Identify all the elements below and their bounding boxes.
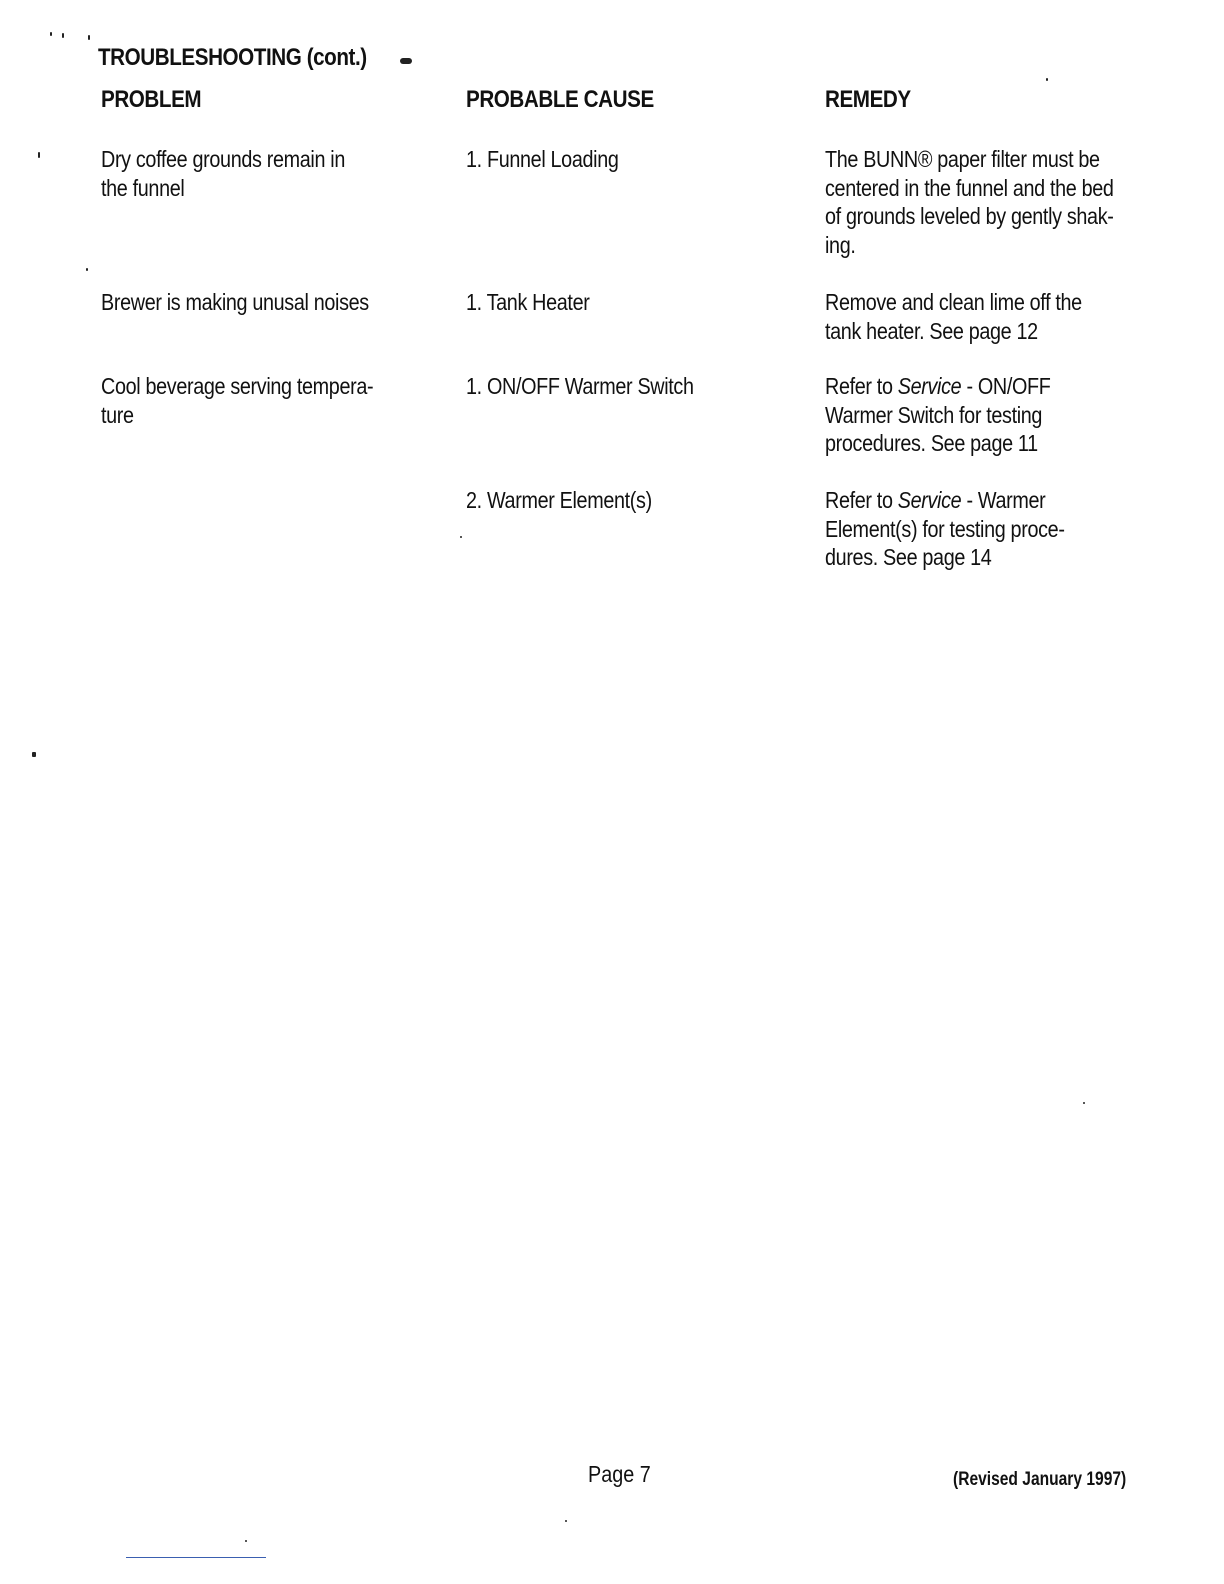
row-2-cause: 1. Tank Heater [466, 289, 590, 315]
row-1-remedy: The BUNN® paper filter must be centered in the funnel and the bed of grounds leveled by gently shak- ing. [825, 146, 1114, 258]
scan-speck [460, 536, 462, 538]
row-3-remedy: Refer to Service - ON/OFF Warmer Switch for testing procedures. See page 11 [825, 373, 1051, 456]
column-header-probable-cause: PROBABLE CAUSE [466, 86, 654, 113]
scan-speck [565, 1520, 567, 1522]
column-header-problem: PROBLEM [101, 86, 202, 113]
row-1-cause: 1. Funnel Loading [466, 146, 619, 172]
row-4-remedy: Refer to Service - Warmer Element(s) for testing proce- dures. See page 14 [825, 487, 1065, 570]
scan-speck [245, 1540, 247, 1542]
scan-speck [38, 152, 40, 158]
row-2-remedy: Remove and clean lime off the tank heater. See page 12 [825, 289, 1082, 344]
scan-speck [1083, 1102, 1085, 1104]
row-3-problem: Cool beverage serving tempera- ture [101, 373, 374, 428]
row-3-cause: 1. ON/OFF Warmer Switch [466, 373, 694, 399]
row-1-problem: Dry coffee grounds remain in the funnel [101, 146, 345, 201]
scan-underline [126, 1557, 266, 1558]
row-4-cause: 2. Warmer Element(s) [466, 487, 652, 513]
scan-speck [86, 268, 88, 271]
scan-speck [50, 32, 52, 36]
column-header-remedy: REMEDY [825, 86, 911, 113]
revision-date: (Revised January 1997) [953, 1469, 1127, 1490]
page-title: TROUBLESHOOTING (cont.) [98, 44, 367, 71]
page-number: Page 7 [588, 1461, 651, 1487]
scan-speck [32, 752, 36, 757]
scan-speck [88, 35, 90, 40]
scan-speck [1046, 78, 1048, 81]
scan-speck [400, 58, 412, 64]
scan-speck [62, 33, 64, 38]
row-2-problem: Brewer is making unusal noises [101, 289, 369, 315]
